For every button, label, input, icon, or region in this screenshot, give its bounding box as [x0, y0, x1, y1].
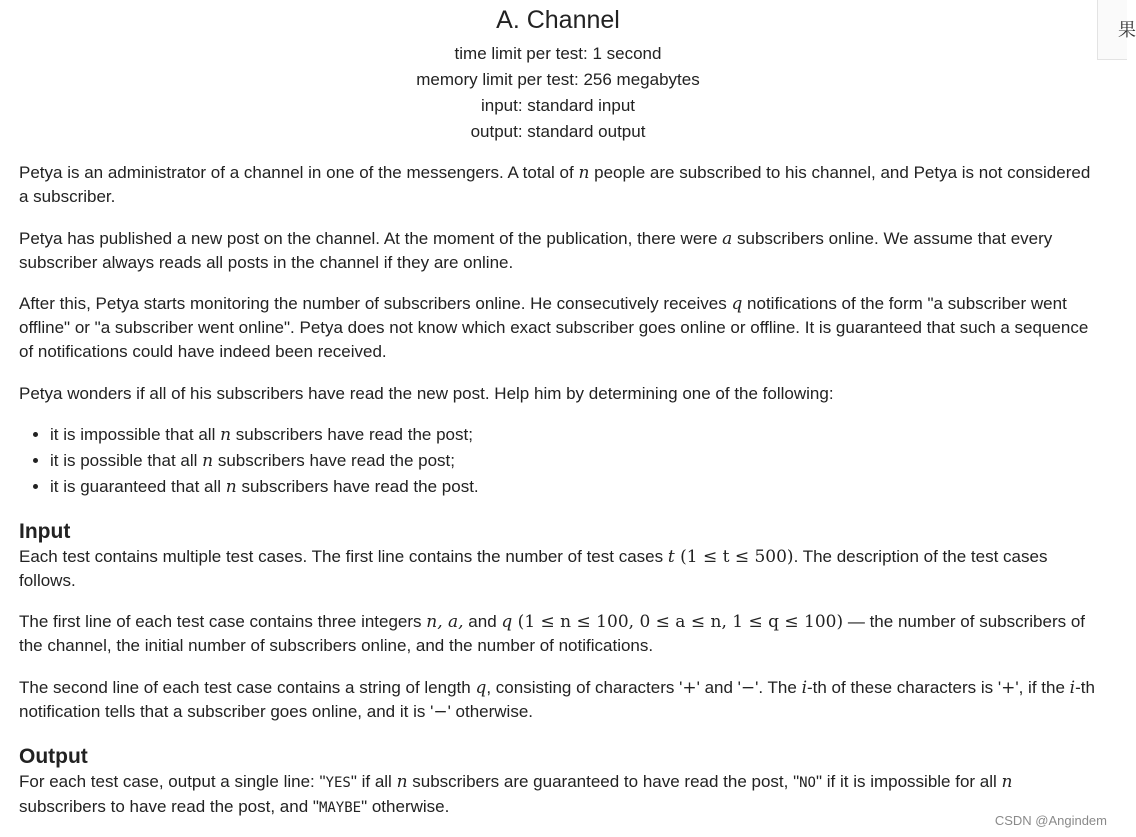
code-yes: YES [325, 775, 351, 791]
output-paragraph: For each test case, output a single line: "YES" if all n subscribers are guaranteed to have read the post, "NO" if it is impossible for all n subscribers to have read the post, and "MAYBE" otherwise. [19, 772, 1013, 816]
input-paragraph-3: The second line of each test case contains a string of length q, consisting of characters '+' and '−'. The i-th of these characters is '+', if the i-th notification tells that a subscriber goes online, and it is '−' otherwise. [19, 678, 1095, 722]
watermark: CSDN @Angindem [994, 813, 1107, 828]
list-item: • it is possible that all n subscribers have read the post; [50, 448, 1097, 474]
math-var: a [722, 229, 733, 249]
memory-limit: memory limit per test: 256 megabytes [416, 70, 700, 89]
statement-paragraph-2: Petya has published a new post on the channel. At the moment of the publication, there were a subscribers online. We assume that every subscriber always reads all posts in the channel if they are online. [19, 229, 1053, 272]
code-no: NO [799, 775, 816, 791]
time-limit: time limit per test: 1 second [454, 44, 662, 63]
output-section-title: Output [19, 745, 88, 768]
input-paragraph-2: The first line of each test case contains three integers n, a, and q (1 ≤ n ≤ 100, 0 ≤ a ≤ n, 1 ≤ q ≤ 100) — the number of subscribers of the channel, the initial number of subscribers online, and the number of notifications. [19, 612, 1086, 655]
statement-paragraph-3: After this, Petya starts monitoring the number of subscribers online. He consecutively receives q notifications of the form "a subscriber went offline" or "a subscriber went online". Petya does not know which exact subscriber goes online or offline. It is guaranteed that such a sequence of notifications could have indeed been received. [19, 294, 1089, 361]
side-tab[interactable] [1097, 0, 1136, 60]
math-var: n [578, 163, 590, 183]
problem-header [19, 0, 1097, 145]
list-item: • it is impossible that all n subscribers have read the post; [50, 422, 1097, 448]
list-item: • it is guaranteed that all n subscribers have read the post. [50, 474, 1097, 500]
code-maybe: MAYBE [318, 800, 362, 816]
math-var: q [731, 294, 743, 314]
problem-title: A. Channel [496, 6, 620, 34]
input-file: input: standard input [480, 96, 636, 115]
statement-paragraph-4: Petya wonders if all of his subscribers have read the new post. Help him by determining one of the following: [19, 384, 834, 403]
side-tab-label: 果 [1118, 20, 1136, 40]
statement-paragraph-1: Petya is an administrator of a channel in one of the messengers. A total of n people are subscribed to his channel, and Petya is not considered a subscriber. [19, 163, 1091, 206]
output-file: output: standard output [470, 122, 646, 141]
input-paragraph-1: Each test contains multiple test cases. The first line contains the number of test cases t (1 ≤ t ≤ 500). The description of the test cases follows. [19, 547, 1048, 590]
input-section-title: Input [19, 520, 71, 543]
options-list [19, 422, 1097, 500]
problem-statement [19, 0, 1097, 820]
